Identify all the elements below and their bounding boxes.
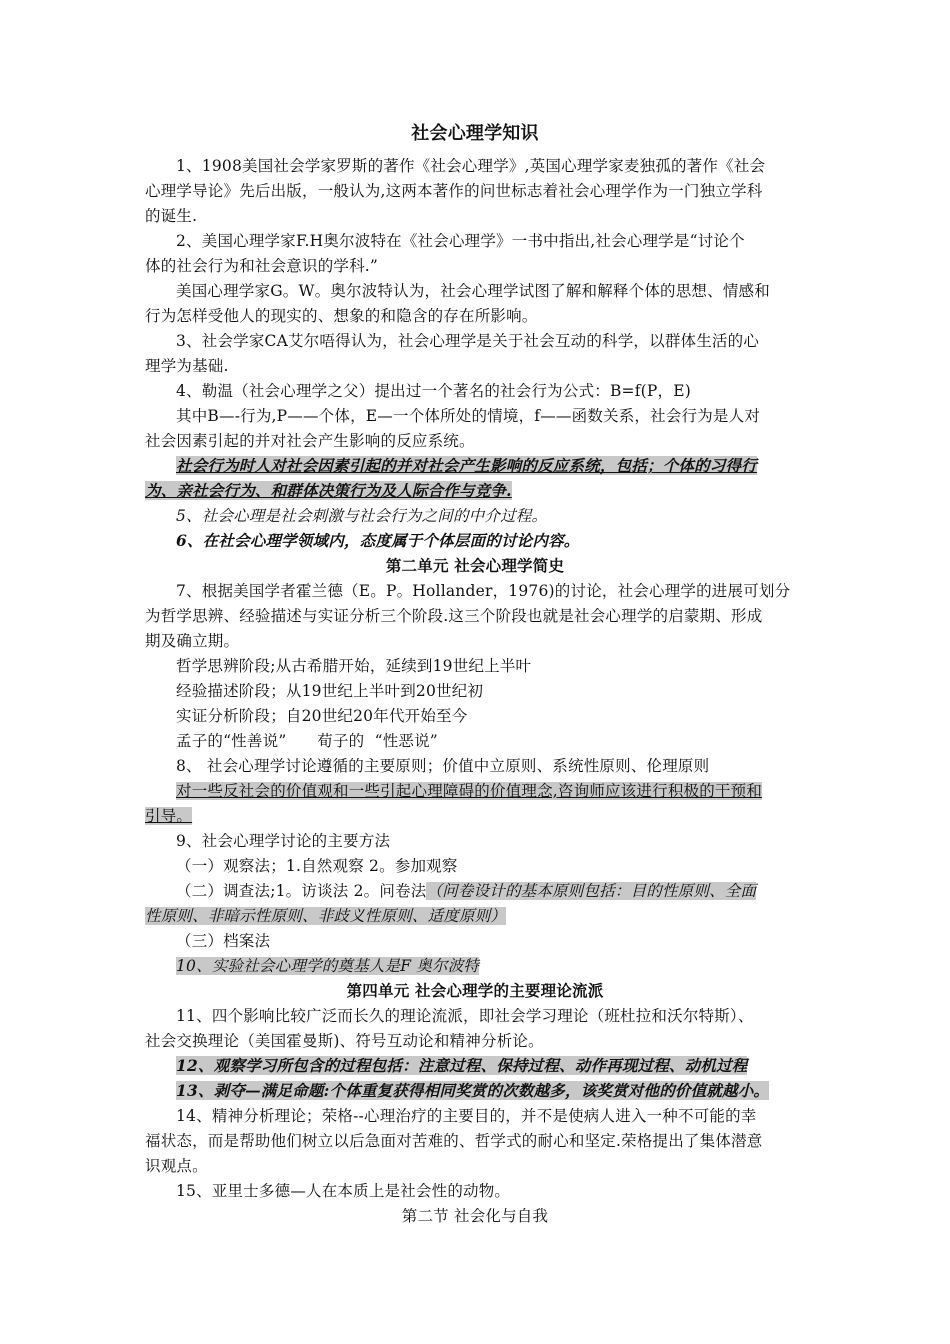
- para-2b-line-1: 美国心理学家G。W。奥尔波特认为，社会心理学试图了解和解释个体的思想、情感和: [176, 282, 770, 300]
- stage-2: 经验描述阶段；从19世纪上半叶到20世纪初: [176, 682, 484, 700]
- section-heading-unit-4: 第四单元 社会心理学的主要理论流派: [346, 982, 604, 1000]
- para-1-line-3: 的诞生.: [145, 207, 198, 225]
- highlighted-text: 引导。: [145, 807, 193, 825]
- questionnaire-principles-cont: 性原则、非暗示性原则、非歧义性原则、适度原则）: [145, 907, 507, 925]
- highlighted-text: 社会行为时人对社会因素引起的并对社会产生影响的反应系统，包括；个体的习得行: [176, 456, 757, 475]
- mencius-xunzi-line: 孟子的“性善说” 荀子的 “性恶说”: [176, 732, 438, 750]
- highlight-para-2-line-1: [176, 781, 762, 801]
- method-2-text: （二）调查法;1。访谈法 2。问卷法: [176, 882, 427, 900]
- para-10: [176, 956, 479, 976]
- para-3-line-1: 3、社会学家CA艾尔唔得认为，社会心理学是关于社会互动的科学，以群体生活的心: [176, 332, 760, 350]
- para-1-line-1: 1、1908美国社会学家罗斯的著作《社会心理学》,英国心理学家麦独孤的著作《社会: [176, 157, 766, 175]
- para-1-line-2: 心理学导论》先后出版，一般认为,这两本著作的问世标志着社会心理学作为一门独立学科: [145, 182, 763, 200]
- para-11-line-1: 11、四个影响比较广泛而长久的理论流派，即社会学习理论（班杜拉和沃尔特斯）、: [176, 1007, 754, 1025]
- para-14-line-2: 福状态，而是帮助他们树立以后急面对苦难的、哲学式的耐心和坚定.荣格提出了集体潜意: [145, 1132, 763, 1150]
- highlight-para-line-1: [176, 456, 757, 476]
- para-3-line-2: 理学为基础.: [145, 357, 229, 375]
- para-12: [176, 1056, 747, 1076]
- para-9: 9、社会心理学讨论的主要方法: [176, 832, 391, 850]
- para-4b-line-2: 社会因素引起的并对社会产生影响的反应系统。: [145, 432, 475, 450]
- para-4b-line-1: 其中B—-行为,P——个体，E—一个体所处的情境，f——函数关系，社会行为是人对: [176, 407, 761, 425]
- para-11-line-2: 社会交换理论（美国霍曼斯)、符号互动论和精神分析论。: [145, 1032, 544, 1050]
- highlighted-text: 10、实验社会心理学的奠基人是F 奥尔波特: [176, 957, 480, 975]
- section-heading-unit-2: 第二单元 社会心理学简史: [385, 557, 565, 575]
- method-2-line-1: [176, 881, 756, 901]
- para-8: 8、 社会心理学讨论遵循的主要原则；价值中立原则、系统性原则、伦理原则: [176, 757, 710, 775]
- para-14-line-3: 识观点。: [145, 1157, 208, 1175]
- para-2-line-2: 体的社会行为和社会意识的学科.”: [145, 257, 379, 275]
- para-13: [176, 1081, 769, 1101]
- method-1: （一）观察法；1.自然观察 2。参加观察: [176, 857, 458, 875]
- para-15: 15、亚里士多德—人在本质上是社会性的动物。: [176, 1182, 511, 1200]
- para-7-line-2: 为哲学思辨、经验描述与实证分析三个阶段.这三个阶段也就是社会心理学的启蒙期、形成: [145, 607, 763, 625]
- questionnaire-principles: （问卷设计的基本原则包括：目的性原则、全面: [426, 882, 757, 900]
- para-4-line-1: 4、勒温（社会心理学之父）提出过一个著名的社会行为公式：B=f(P，E): [176, 382, 692, 400]
- para-14-line-1: 14、精神分析理论；荣格--心理治疗的主要目的，并不是使病人进入一种不可能的幸: [176, 1107, 757, 1125]
- highlighted-text: 为、亲社会行为、和群体决策行为及人际合作与竞争.: [145, 481, 512, 500]
- highlight-para-line-2: [145, 481, 512, 501]
- para-2-line-1: 2、美国心理学家F.H奥尔波特在《社会心理学》一书中指出,社会心理学是“讨论个: [176, 232, 745, 250]
- method-2-line-2: [145, 906, 506, 926]
- para-2b-line-2: 行为怎样受他人的现实的、想象的和隐含的存在所影响。: [145, 307, 538, 325]
- stage-3: 实证分析阶段；自20世纪20年代开始至今: [176, 707, 468, 725]
- highlighted-text: 12、观察学习所包含的过程包括：注意过程、保持过程、动作再现过程、动机过程: [176, 1056, 748, 1075]
- highlighted-text: 对一些反社会的价值观和一些引起心理障碍的价值理念,咨询师应该进行积极的干预和: [176, 782, 763, 800]
- section-heading-chapter-2: 第二节 社会化与自我: [401, 1207, 549, 1225]
- stage-1: 哲学思辨阶段;从古希腊开始，延续到19世纪上半叶: [176, 657, 532, 675]
- method-3: （三）档案法: [176, 932, 271, 950]
- para-7-line-1: 7、根据美国学者霍兰德（E。P。Hollander，1976)的讨论，社会心理学的进展可划分: [176, 582, 791, 600]
- highlighted-text: 13、剥夺—满足命题:个体重复获得相同奖赏的次数越多，该奖赏对他的价值就越小。: [176, 1081, 770, 1100]
- page-title: 社会心理学知识: [411, 123, 539, 144]
- highlight-para-2-line-2: [145, 806, 192, 826]
- para-7-line-3: 期及确立期。: [145, 632, 240, 650]
- para-6: 6、在社会心理学领域内，态度属于个体层面的讨论内容。: [176, 531, 580, 550]
- para-5: 5、社会心理是社会刺激与社会行为之间的中介过程。: [176, 507, 548, 525]
